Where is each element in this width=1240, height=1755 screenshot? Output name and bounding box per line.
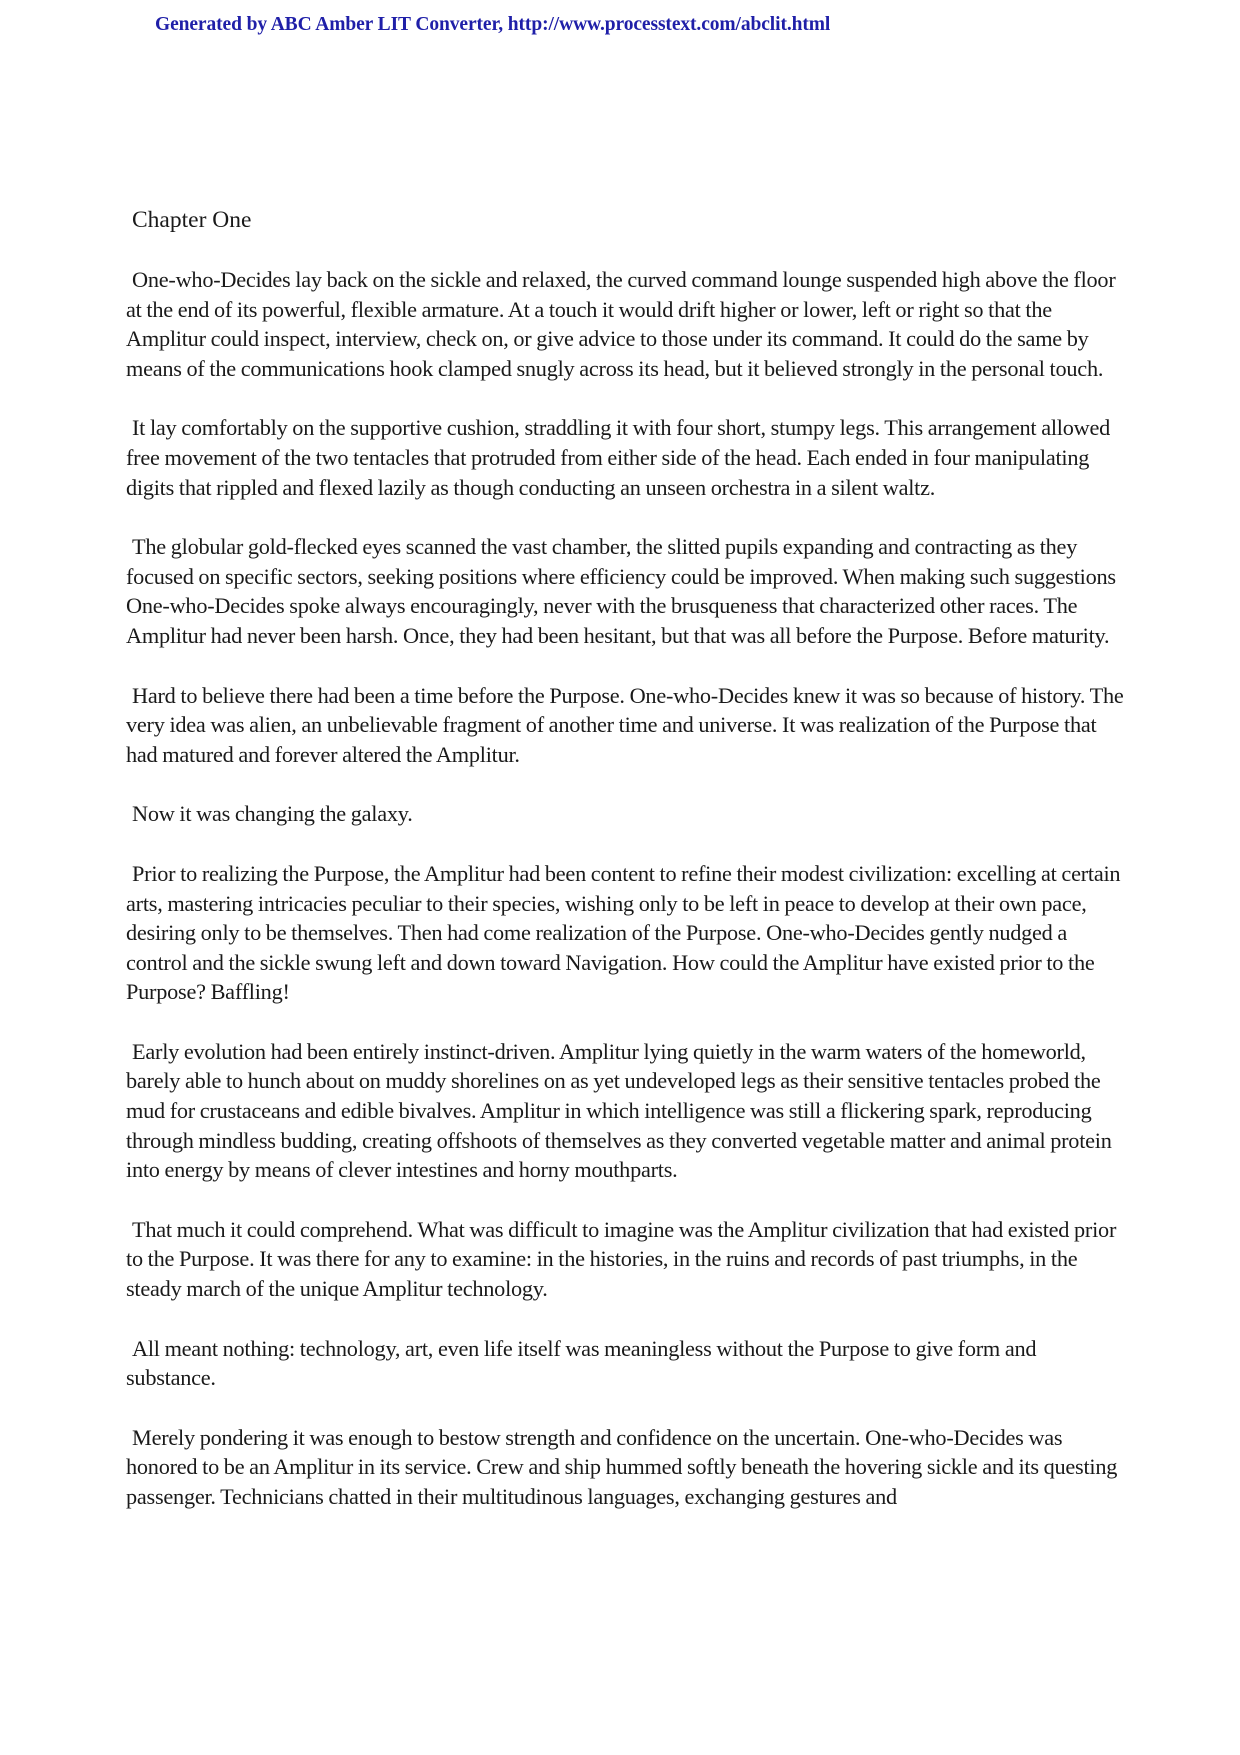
paragraph-9: All meant nothing: technology, art, even life itself was meaningless without the Purpose to give form and substance. [126,1335,1037,1391]
paragraph-3: The globular gold-flecked eyes scanned the vast chamber, the slitted pupils expanding and contracting as they focused on specific sectors, seeking positions where efficiency could be improved. When making such suggestions One-who-Decides spoke always encouragingly, never with the brusqueness that characterized other races. The Amplitur had never been harsh. Once, they had been hesitant, but that was all before the Purpose. Before maturity. [126,534,1116,648]
paragraph-7: Early evolution had been entirely instinct-driven. Amplitur lying quietly in the warm waters of the homeworld, barely able to hunch about on muddy shorelines on as yet undeveloped legs as their sensitive tentacles probed the mud for crustaceans and edible bivalves. Amplitur in which intelligence was still a flickering spark, reproducing through mindless budding, creating offshoots of themselves as they converted vegetable matter and animal protein into energy by means of clever intestines and horny mouthparts. [126,1038,1112,1183]
document-body [126,206,1126,1542]
paragraph-5: Now it was changing the galaxy. [132,801,413,827]
paragraph-10: Merely pondering it was enough to bestow strength and confidence on the uncertain. One-who-Decides was honored to be an Amplitur in its service. Crew and ship hummed softly beneath the hovering sickle and its questing passenger. Technicians chatted in their multitudinous languages, exchanging gestures and [126,1424,1118,1509]
paragraph-1: One-who-Decides lay back on the sickle and relaxed, the curved command lounge suspended high above the floor at the end of its powerful, flexible armature. At a touch it would drift higher or lower, left or right so that the Amplitur could inspect, interview, check on, or give advice to those under its command. It could do the same by means of the communications hook clamped snugly across its head, but it believed strongly in the personal touch. [126,267,1116,381]
paragraph-4: Hard to believe there had been a time before the Purpose. One-who-Decides knew it was so because of history. The very idea was alien, an unbelievable fragment of another time and universe. It was realization of the Purpose that had matured and forever altered the Amplitur. [126,682,1124,767]
paragraph-8: That much it could comprehend. What was difficult to imagine was the Amplitur civilization that had existed prior to the Purpose. It was there for any to examine: in the histories, in the ruins and records of past triumphs, in the steady march of the unique Amplitur technology. [126,1216,1117,1302]
paragraph-2: It lay comfortably on the supportive cushion, straddling it with four short, stumpy legs. This arrangement allowed free movement of the two tentacles that protruded from either side of the head. Each ended in four manipulating digits that rippled and flexed lazily as though conducting an unseen orchestra in a silent waltz. [126,415,1111,500]
paragraph-6: Prior to realizing the Purpose, the Amplitur had been content to refine their modest civilization: excelling at certain arts, mastering intricacies peculiar to their species, wishing only to be left in peace to develop at their own pace, desiring only to be themselves. Then had come realization of the Purpose. One-who-Decides gently nudged a control and the sickle swung left and down toward Navigation. How could the Amplitur have existed prior to the Purpose? Baffling! [126,860,1121,1005]
converter-header-link[interactable]: Generated by ABC Amber LIT Converter, http://www.processtext.com/abclit.html [155,14,831,35]
chapter-title: Chapter One [132,207,252,233]
